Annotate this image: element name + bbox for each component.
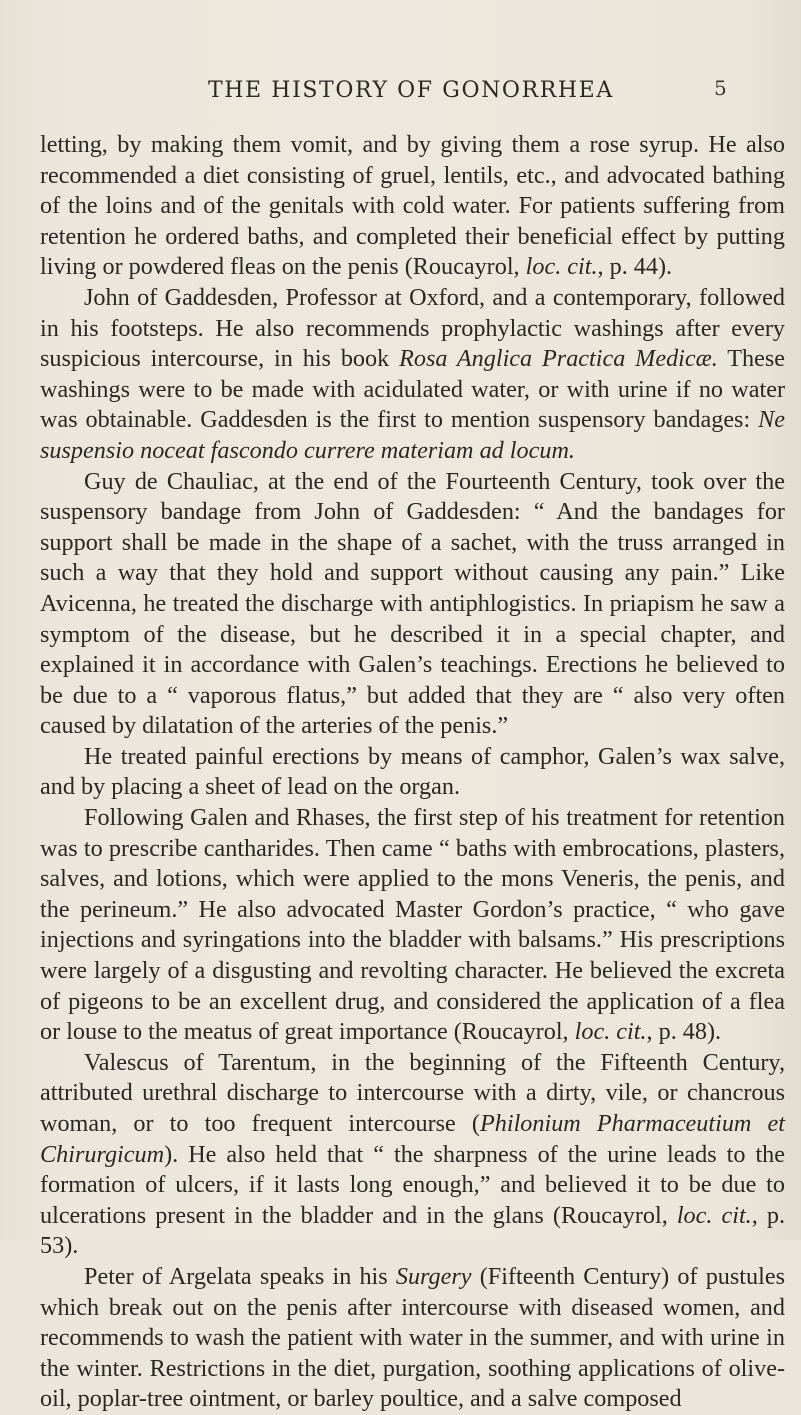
- text-run: (Fifteenth Century) of pustules which break out on the penis after intercourse with diseased women, and recommends to wash the patient with water in the summer, and with urine in the winter. Restrictions in the diet, purgation, soothing applications of olive-oil, poplar-tree ointment, or barley poultice, and a salve composed: [40, 1262, 785, 1413]
- italic-text: loc. cit.: [574, 1018, 647, 1046]
- italic-text: loc. cit.: [676, 1201, 752, 1229]
- italic-text: Rosa Anglica Practica Medicæ.: [399, 345, 718, 373]
- paragraph: [40, 803, 785, 1048]
- text-run: Guy de Chauliac, at the end of the Fourteenth Century, took over the suspensory bandage from John of Gaddesden: “ And the bandages for support shall be made in the shape of a sachet, with the truss arranged in such a way that they hold and support without causing any pain.” Like Avicenna, he treated the discharge with antiphlogistics. In priapism he saw a symptom of the disease, but he described it in a special chapter, and explained it in accordance with Galen’s teachings. Erections he believed to be due to a “ vaporous flatus,” but added that they are “ also very often caused by dilatation of the arteries of the penis.”: [40, 467, 785, 740]
- text-run: letting, by making them vomit, and by giving them a rose syrup. He also recommended a diet consisting of gruel, lentils, etc., and advocated bathing of the loins and of the genitals with cold water. For patients suffering from retention he ordered baths, and completed their beneficial effect by putting living or powdered fleas on the penis (Roucayrol,: [40, 131, 785, 281]
- paragraph: [40, 130, 785, 283]
- text-run: Peter of Argelata speaks in his: [84, 1262, 396, 1290]
- page-number: 5: [714, 76, 727, 100]
- text-run: John of Gaddesden, Professor at Oxford, and a contemporary, followed in his footsteps. He also recommends prophylactic washings after every suspicious intercourse, in his book: [40, 283, 785, 373]
- text-run: Valescus of Tarentum, in the beginning of the Fifteenth Century, attributed urethral discharge to intercourse with a dirty, vile, or chancrous woman, or to too frequent intercourse (: [40, 1048, 785, 1137]
- italic-text: Philonium Pharmaceutium et Chirurgicum: [40, 1110, 785, 1168]
- paragraph: [40, 283, 785, 467]
- paragraph: [40, 467, 785, 742]
- paragraph: [40, 1048, 785, 1262]
- italic-text: Surgery: [395, 1262, 472, 1290]
- text-run: He treated painful erections by means of camphor, Galen’s wax salve, and by placing a sheet of lead on the organ.: [40, 742, 785, 801]
- page-header: [0, 78, 801, 108]
- paragraph: [40, 742, 785, 803]
- text-run: , p. 48).: [646, 1018, 722, 1046]
- text-run: These washings were to be made with acidulated water, or with urine if no water was obtainable. Gaddesden is the first to mention suspensory bandages:: [40, 345, 785, 434]
- running-head: THE HISTORY OF GONORRHEA: [208, 78, 614, 103]
- paragraph: [40, 1262, 785, 1415]
- text-run: , p. 53).: [40, 1201, 785, 1260]
- italic-text: Ne suspensio noceat fascondo currere materiam ad locum.: [40, 406, 785, 464]
- text-run: ). He also held that “ the sharpness of the urine leads to the formation of ulcers, if it lasts long enough,” and believed it to be due to ulcerations present in the bladder and in the glans (Roucayrol,: [40, 1140, 785, 1229]
- text-run: , p. 44).: [597, 253, 673, 281]
- body-text: [40, 130, 785, 1415]
- text-run: Following Galen and Rhases, the first step of his treatment for retention was to prescribe cantharides. Then came “ baths with embrocations, plasters, salves, and lotions, which were applied to the mons Veneris, the penis, and the perineum.” He also advocated Master Gordon’s practice, “ who gave injections and syringations into the bladder with balsams.” His prescriptions were largely of a disgusting and revolting character. He believed the excreta of pigeons to be an excellent drug, and considered the application of a flea or louse to the meatus of great importance (Roucayrol,: [40, 804, 785, 1046]
- italic-text: loc. cit.: [525, 253, 598, 281]
